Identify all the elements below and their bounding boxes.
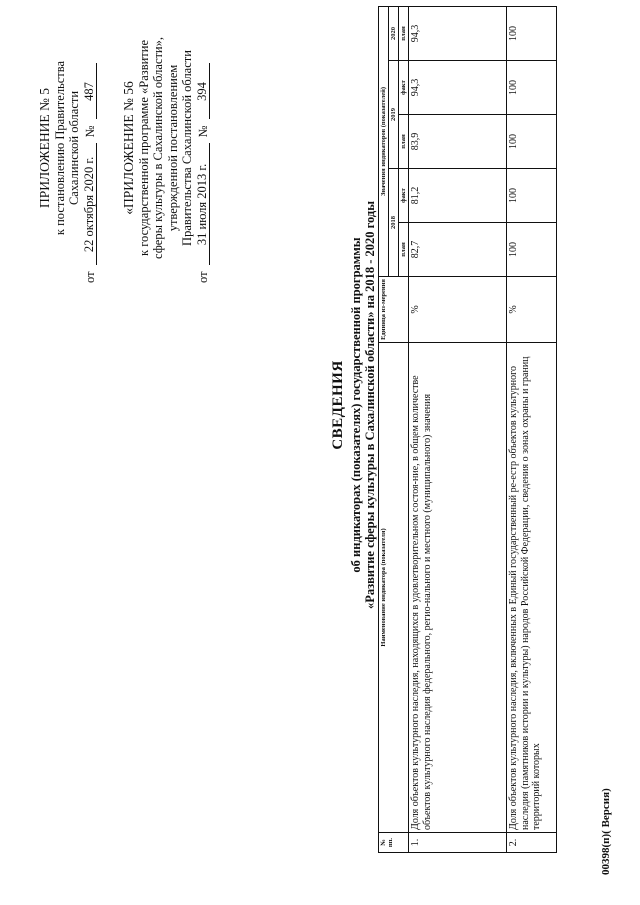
header-fact: факт	[399, 61, 409, 115]
row-name: Доля объектов культурного наследия, находящихся в удовлетворительном состоя-ние, в общем количестве объектов культурного наследия федерального, регио-нального и местного (муниципального) значения	[409, 343, 507, 833]
appendix-orig-signature-line	[195, 13, 211, 283]
document-title-line2: «Развитие сферы культуры в Сахалинской области» на 2018 - 2020 годы	[363, 200, 377, 610]
header-plan: план	[399, 115, 409, 169]
row-num: 1.	[409, 833, 507, 853]
appendix-number: 487	[82, 64, 98, 120]
appendix-date: 22 октября 2020 г.	[82, 143, 98, 265]
row-unit: %	[409, 277, 507, 343]
header-unit: Единица из-мерения	[379, 277, 409, 343]
from-label: от	[195, 271, 210, 283]
header-values: Значения индикаторов (показателей)	[379, 6, 389, 276]
number-label: №	[82, 125, 97, 138]
document-title	[330, 155, 377, 655]
table-row	[409, 6, 507, 852]
row-2020-plan: 94,3	[409, 6, 507, 60]
header-year-2020: 2020	[389, 6, 399, 60]
row-2020-plan: 100	[507, 6, 557, 60]
appendix-line: к постановлению Правительства	[52, 60, 67, 236]
header-name: Наименование индикатора (показателя)	[379, 343, 409, 833]
appendix-orig-line: к государственной программе «Развитие	[136, 40, 151, 256]
from-label: от	[82, 271, 97, 283]
row-name: Доля объектов культурного наследия, включенных в Единый государственный ре-естр объектов культурного наследия (памятников истории и культуры) народов Российской Федерации, сведения о зонах охраны и границ территорий которых	[507, 343, 557, 833]
document-title-main: СВЕДЕНИЯ	[330, 360, 346, 450]
row-2018-fact: 81,2	[409, 169, 507, 223]
footer-code: 00398(п)( Версия)	[600, 788, 612, 875]
row-2019-fact: 100	[507, 61, 557, 115]
appendix-orig-title: «ПРИЛОЖЕНИЕ № 56	[121, 81, 136, 215]
appendix-orig-line: утвержденной постановлением	[165, 64, 180, 232]
appendix-orig-number: 394	[195, 64, 211, 120]
appendix-title: ПРИЛОЖЕНИЕ № 5	[37, 87, 52, 209]
appendix-line: Сахалинской области	[67, 90, 81, 206]
table-header-row	[379, 6, 389, 852]
appendix-orig-block	[122, 13, 210, 283]
row-2018-plan: 82,7	[409, 223, 507, 277]
header-year-2019: 2019	[389, 61, 399, 169]
number-label: №	[195, 125, 210, 138]
row-unit: %	[507, 277, 557, 343]
header-plan: план	[399, 6, 409, 60]
header-fact: факт	[399, 169, 409, 223]
row-2018-plan: 100	[507, 223, 557, 277]
row-2019-fact: 94,3	[409, 61, 507, 115]
row-2018-fact: 100	[507, 169, 557, 223]
header-year-2018: 2018	[389, 169, 399, 277]
row-num: 2.	[507, 833, 557, 853]
row-2019-plan: 100	[507, 115, 557, 169]
table-row	[507, 6, 557, 852]
appendix-signature-line	[82, 13, 98, 283]
appendix-orig-date: 31 июля 2013 г.	[195, 143, 211, 265]
header-plan: план	[399, 223, 409, 277]
document-title-line1: об индикаторах (показателях) государственной программы	[349, 237, 363, 573]
appendix-orig-line: Правительства Сахалинской области	[180, 50, 194, 246]
row-2019-plan: 83,9	[409, 115, 507, 169]
indicators-table	[378, 6, 557, 853]
appendix-block	[38, 13, 97, 283]
appendix-orig-line: сферы культуры в Сахалинской области»,	[151, 37, 165, 259]
header-num: № пп.	[379, 833, 409, 853]
